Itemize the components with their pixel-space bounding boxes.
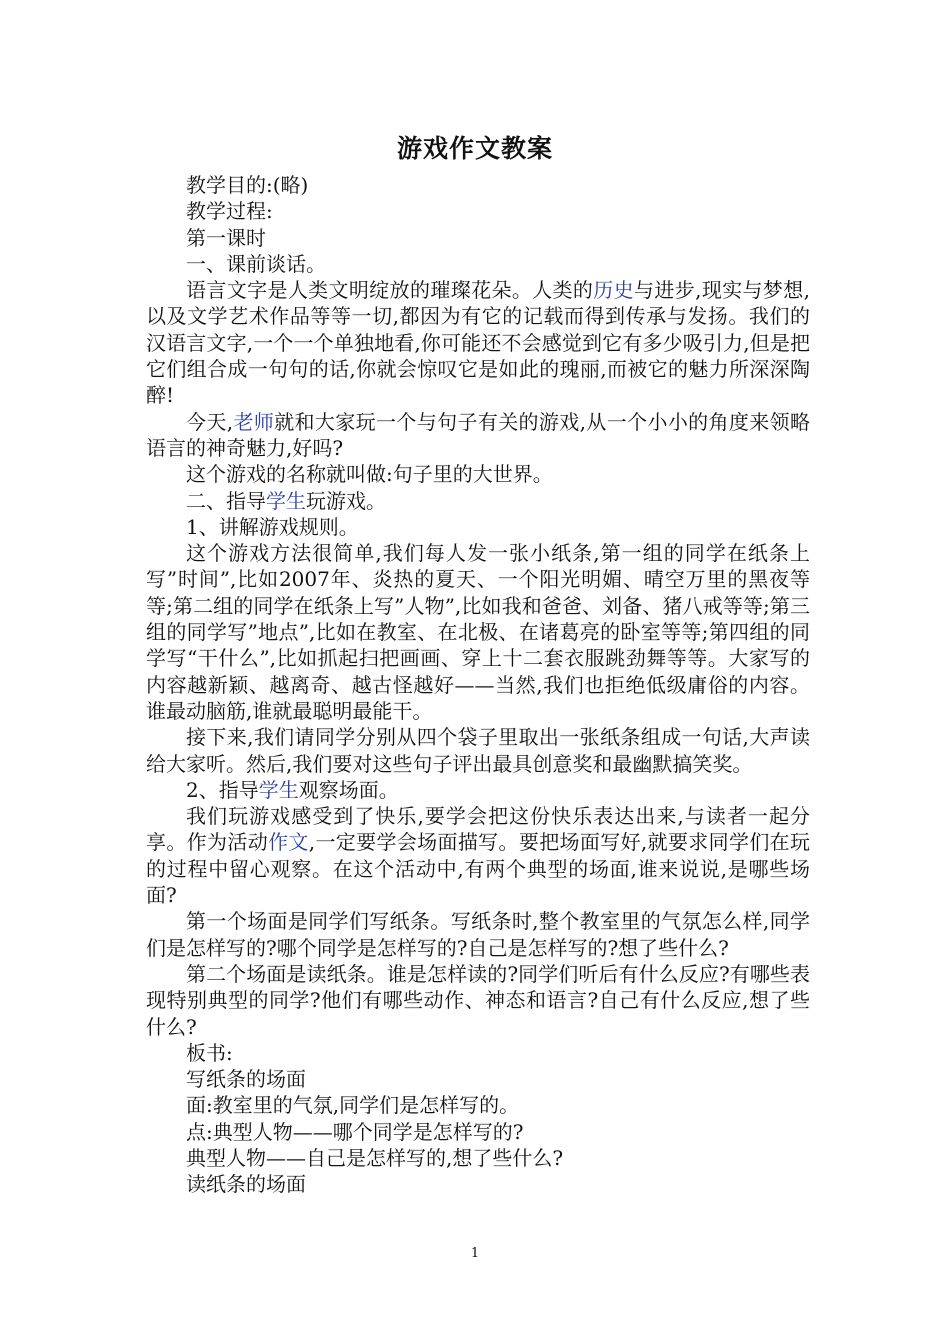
paragraph-text: 典型人物——自己是怎样写的,想了些什么?	[186, 1145, 564, 1170]
paragraph	[146, 488, 810, 514]
paragraph	[146, 961, 810, 1040]
paragraph-text: 二、指导	[186, 488, 266, 513]
paragraph-text: ,一定要学会场面描写。要把场面写好,就要求同学们在玩的过程中留心观察。在这个活动中,有两个典型的场面,谁来说说,是哪些场面?	[146, 830, 811, 908]
paragraph-text: 1、讲解游戏规则。	[186, 514, 359, 539]
paragraph-text: 点:典型人物——哪个同学是怎样写的?	[186, 1119, 524, 1144]
paragraph	[146, 540, 810, 724]
paragraph	[146, 1092, 810, 1118]
paragraph-text: 读纸条的场面	[186, 1172, 306, 1197]
paragraph-text: 语言文字是人类文明绽放的璀璨花朵。人类的	[186, 278, 594, 303]
paragraph-text: 就和大家玩一个与句子有关的游戏,从一个小小的角度来领略语言的神奇魅力,好吗?	[146, 409, 811, 460]
paragraph-text: 玩游戏。	[306, 488, 386, 513]
paragraph-text: 板书:	[186, 1040, 233, 1065]
paragraph-text: 这个游戏的名称就叫做:句子里的大世界。	[186, 462, 553, 487]
paragraph	[146, 1145, 810, 1171]
paragraph	[146, 1040, 810, 1066]
paragraph-text: 写纸条的场面	[186, 1067, 306, 1092]
paragraph-text: 与进步,现实与梦想,以及文学艺术作品等等一切,都因为有它的记载而得到传承与发扬。我们的汉语言文字,一个一个单独地看,你可能还不会感觉到它有多少吸引力,但是把它们组合成一句句的话,你就会惊叹它是如此的瑰丽,而被它的魅力所深深陶醉!	[146, 278, 811, 408]
paragraph-text: 第二个场面是读纸条。谁是怎样读的?同学们听后有什么反应?有哪些表现特别典型的同学?他们有哪些动作、神态和语言?自己有什么反应,想了些什么?	[146, 961, 810, 1039]
inline-link[interactable]: 作文	[268, 830, 309, 855]
paragraph-text: 2、指导	[186, 777, 259, 802]
paragraph-text: 接下来,我们请同学分别从四个袋子里取出一张纸条组成一句话,大声读给大家听。然后,我们要对这些句子评出最具创意奖和最幽默搞笑奖。	[146, 725, 810, 776]
inline-link[interactable]: 历史	[593, 278, 635, 303]
document-body	[146, 172, 810, 1198]
paragraph	[146, 251, 810, 277]
paragraph	[146, 277, 810, 408]
paragraph	[146, 908, 810, 961]
paragraph	[146, 1066, 810, 1092]
paragraph	[146, 198, 810, 224]
paragraph	[146, 409, 810, 462]
inline-link[interactable]: 学生	[266, 488, 306, 513]
paragraph	[146, 514, 810, 540]
paragraph-text: 一、课前谈话。	[186, 251, 326, 276]
paragraph	[146, 777, 810, 803]
page-number: 1	[470, 1246, 480, 1261]
paragraph	[146, 225, 810, 251]
paragraph	[146, 461, 810, 487]
paragraph	[146, 172, 810, 198]
paragraph-text: 教学过程:	[186, 199, 273, 224]
paragraph	[146, 724, 810, 777]
paragraph-text: 这个游戏方法很简单,我们每人发一张小纸条,第一组的同学在纸条上写”时间”,比如2007年、炎热的夏天、一个阳光明媚、晴空万里的黑夜等等;第二组的同学在纸条上写”人物”,比如我和爸爸、刘备、猪八戒等等;第三组的同学写”地点”,比如在教室、在北极、在诸葛亮的卧室等等;第四组的同学写“干什么”,比如抓起扫把画画、穿上十二套衣服跳劲舞等等。大家写的内容越新颖、越离奇、越古怪越好——当然,我们也拒绝低级庸俗的内容。谁最动脑筋,谁就最聪明最能干。	[146, 541, 810, 723]
paragraph-text: 我们玩游戏感受到了快乐,要学会把这份快乐表达出来,与读者一起分享。作为活动	[146, 804, 810, 855]
paragraph-text: 教学目的:(略)	[186, 173, 309, 197]
paragraph	[146, 1119, 810, 1145]
document-title: 游戏作文教案	[396, 134, 553, 163]
inline-link[interactable]: 学生	[258, 777, 299, 802]
paragraph-text: 今天,	[186, 409, 234, 434]
paragraph	[146, 1171, 810, 1197]
paragraph-text: 第一个场面是同学们写纸条。写纸条时,整个教室里的气氛怎么样,同学们是怎样写的?哪个同学是怎样写的?自己是怎样写的?想了些什么?	[146, 909, 810, 960]
inline-link[interactable]: 老师	[233, 409, 275, 434]
paragraph	[146, 803, 810, 908]
paragraph-text: 面:教室里的气氛,同学们是怎样写的。	[186, 1093, 520, 1118]
paragraph-text: 观察场面。	[298, 777, 399, 802]
paragraph-text: 第一课时	[186, 225, 266, 250]
